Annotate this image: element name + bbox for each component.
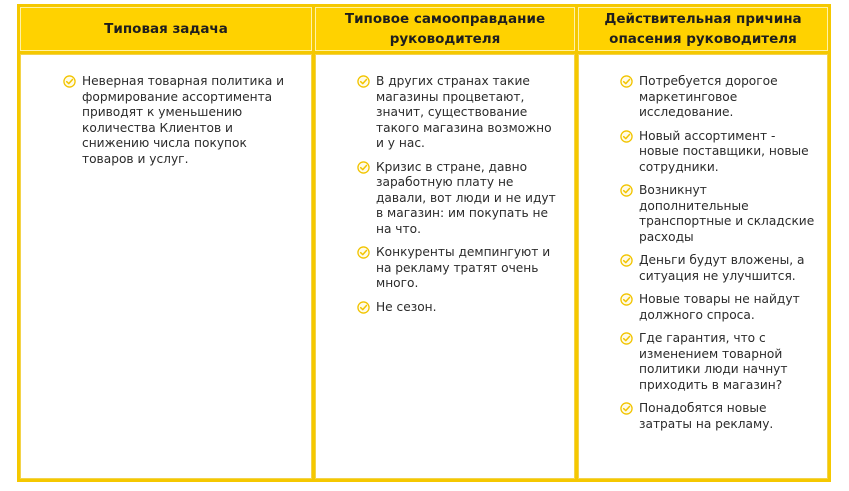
check-circle-icon xyxy=(620,130,633,143)
list-item: Новые товары не найдут должного спроса. xyxy=(620,292,818,323)
list-item: Кризис в стране, давно заработную плату не давали, вот люди и не идут в магазин: им покупать не на что. xyxy=(357,160,562,238)
check-circle-icon xyxy=(357,301,370,314)
list-item: Понадобятся новые затраты на рекламу. xyxy=(620,401,818,432)
column-header-real-reason: Действительная причина опасения руководителя xyxy=(578,7,828,51)
check-circle-icon xyxy=(620,293,633,306)
column-header-excuse: Типовое самооправдание руководителя xyxy=(315,7,575,51)
list-item: Деньги будут вложены, а ситуация не улучшится. xyxy=(620,253,818,284)
list-item: Потребуется дорогое маркетинговое исследование. xyxy=(620,74,818,121)
check-circle-icon xyxy=(620,184,633,197)
task-list xyxy=(63,74,298,175)
column-body-real-reason xyxy=(578,54,828,479)
comparison-table xyxy=(17,4,831,482)
check-circle-icon xyxy=(63,75,76,88)
list-item: Новый ассортимент - новые поставщики, новые сотрудники. xyxy=(620,129,818,176)
real-reason-list xyxy=(620,74,818,440)
column-header-task: Типовая задача xyxy=(20,7,312,51)
check-circle-icon xyxy=(357,246,370,259)
list-item: Не сезон. xyxy=(357,300,562,316)
list-item: В других странах такие магазины процветают, значит, существование такого магазина возможно и у нас. xyxy=(357,74,562,152)
list-item: Неверная товарная политика и формирование ассортимента приводят к уменьшению количества Клиентов и снижению числа покупок товаров и услуг. xyxy=(63,74,298,167)
check-circle-icon xyxy=(357,161,370,174)
list-item: Где гарантия, что с изменением товарной политики люди начнут приходить в магазин? xyxy=(620,331,818,393)
check-circle-icon xyxy=(620,332,633,345)
list-item: Возникнут дополнительные транспортные и складские расходы xyxy=(620,183,818,245)
check-circle-icon xyxy=(620,254,633,267)
column-body-excuse xyxy=(315,54,575,479)
list-item: Конкуренты демпингуют и на рекламу тратят очень много. xyxy=(357,245,562,292)
column-body-task xyxy=(20,54,312,479)
check-circle-icon xyxy=(620,75,633,88)
check-circle-icon xyxy=(357,75,370,88)
check-circle-icon xyxy=(620,402,633,415)
excuse-list xyxy=(357,74,562,323)
